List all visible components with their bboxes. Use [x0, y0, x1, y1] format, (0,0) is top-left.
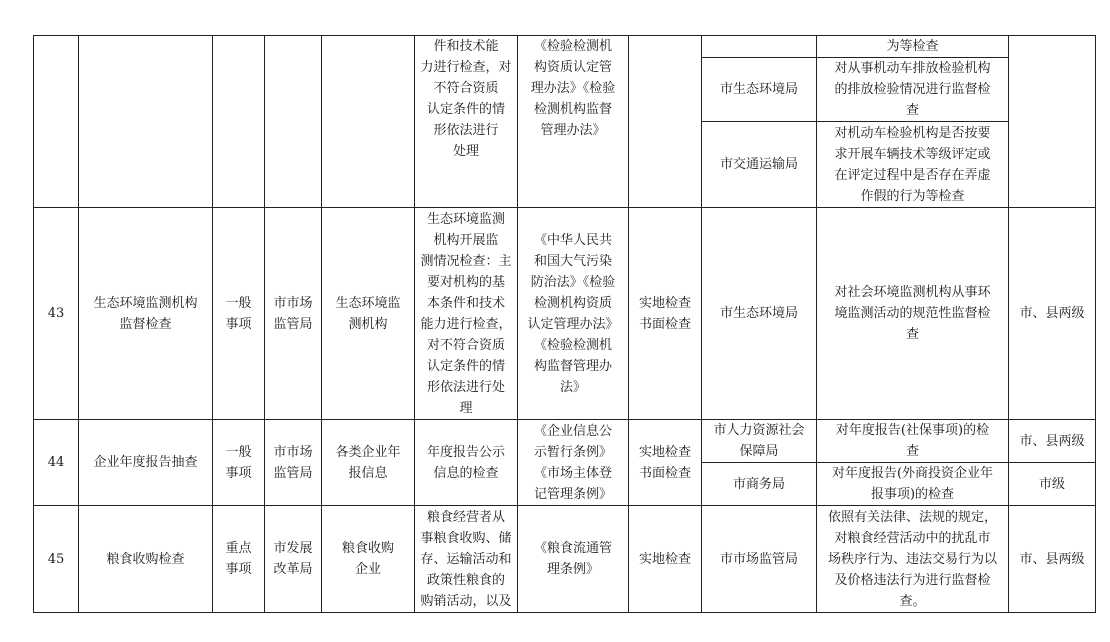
method-cell: 实地检查 [629, 506, 702, 613]
check-content-cell: 生态环境监测 机构开展监 测情况检查：主 要对机构的基 本条件和技术 能力进行检查， 对不符合资质 认定条件的情 形依法进行处 理 [415, 208, 518, 420]
co-dept-cell [702, 36, 817, 58]
basis-cell: 《企业信息公 示暂行条例》 《市场主体登 记管理条例》 [518, 420, 629, 506]
method-cell [629, 36, 702, 208]
basis-cell: 《检验检测机 构资质认定管 理办法》《检验 检测机构监督 管理办法》 [518, 36, 629, 208]
method-cell: 实地检查 书面检查 [629, 208, 702, 420]
co-dept-cell: 市商务局 [702, 463, 817, 506]
object-cell: 生态环境监 测机构 [322, 208, 415, 420]
object-cell: 粮食收购 企业 [322, 506, 415, 613]
co-content-cell: 对年度报告(社保事项)的检 查 [817, 420, 1009, 463]
level-cell [1009, 36, 1096, 208]
co-content-cell: 对年度报告(外商投资企业年 报事项)的检查 [817, 463, 1009, 506]
check-content-cell: 粮食经营者从 事粮食收购、储 存、运输活动和 政策性粮食的 购销活动，以及 [415, 506, 518, 613]
no-cell: 44 [34, 420, 79, 506]
level-cell: 市、县两级 [1009, 208, 1096, 420]
table-row [34, 420, 1096, 463]
lead-dept-cell: 市市场 监管局 [265, 208, 322, 420]
basis-cell: 《中华人民共 和国大气污染 防治法》《检验 检测机构资质 认定管理办法》 《检验检测机 构监督管理办 法》 [518, 208, 629, 420]
table-row [34, 36, 1096, 58]
category-cell: 一般 事项 [213, 208, 265, 420]
lead-dept-cell: 市市场 监管局 [265, 420, 322, 506]
table-row [34, 506, 1096, 613]
co-dept-cell: 市人力资源社会 保障局 [702, 420, 817, 463]
item-name-cell [79, 36, 213, 208]
table-row [34, 208, 1096, 420]
check-content-cell: 年度报告公示 信息的检查 [415, 420, 518, 506]
level-cell: 市级 [1009, 463, 1096, 506]
category-cell: 重点 事项 [213, 506, 265, 613]
object-cell: 各类企业年 报信息 [322, 420, 415, 506]
item-name-cell: 生态环境监测机构 监督检查 [79, 208, 213, 420]
lead-dept-cell: 市发展 改革局 [265, 506, 322, 613]
method-cell: 实地检查 书面检查 [629, 420, 702, 506]
co-content-cell: 依照有关法律、法规的规定， 对粮食经营活动中的扰乱市 场秩序行为、违法交易行为以 及价格违法行为进行监督检 查。 [817, 506, 1009, 613]
category-cell: 一般 事项 [213, 420, 265, 506]
co-dept-cell: 市生态环境局 [702, 58, 817, 122]
level-cell: 市、县两级 [1009, 506, 1096, 613]
co-content-cell: 对机动车检验机构是否按要 求开展车辆技术等级评定或 在评定过程中是否存在弄虚 作假的行为等检查 [817, 122, 1009, 208]
basis-cell: 《粮食流通管 理条例》 [518, 506, 629, 613]
no-cell: 43 [34, 208, 79, 420]
co-dept-cell: 市交通运输局 [702, 122, 817, 208]
co-content-cell: 对社会环境监测机构从事环 境监测活动的规范性监督检 查 [817, 208, 1009, 420]
category-cell [213, 36, 265, 208]
co-dept-cell: 市生态环境局 [702, 208, 817, 420]
co-content-cell: 为等检查 [817, 36, 1009, 58]
no-cell: 45 [34, 506, 79, 613]
inspection-items-table [33, 35, 1096, 613]
item-name-cell: 企业年度报告抽查 [79, 420, 213, 506]
co-content-cell: 对从事机动车排放检验机构 的排放检验情况进行监督检 查 [817, 58, 1009, 122]
lead-dept-cell [265, 36, 322, 208]
check-content-cell: 件和技术能 力进行检查，对 不符合资质 认定条件的情 形依法进行 处理 [415, 36, 518, 208]
item-name-cell: 粮食收购检查 [79, 506, 213, 613]
no-cell [34, 36, 79, 208]
object-cell [322, 36, 415, 208]
level-cell: 市、县两级 [1009, 420, 1096, 463]
co-dept-cell: 市市场监管局 [702, 506, 817, 613]
